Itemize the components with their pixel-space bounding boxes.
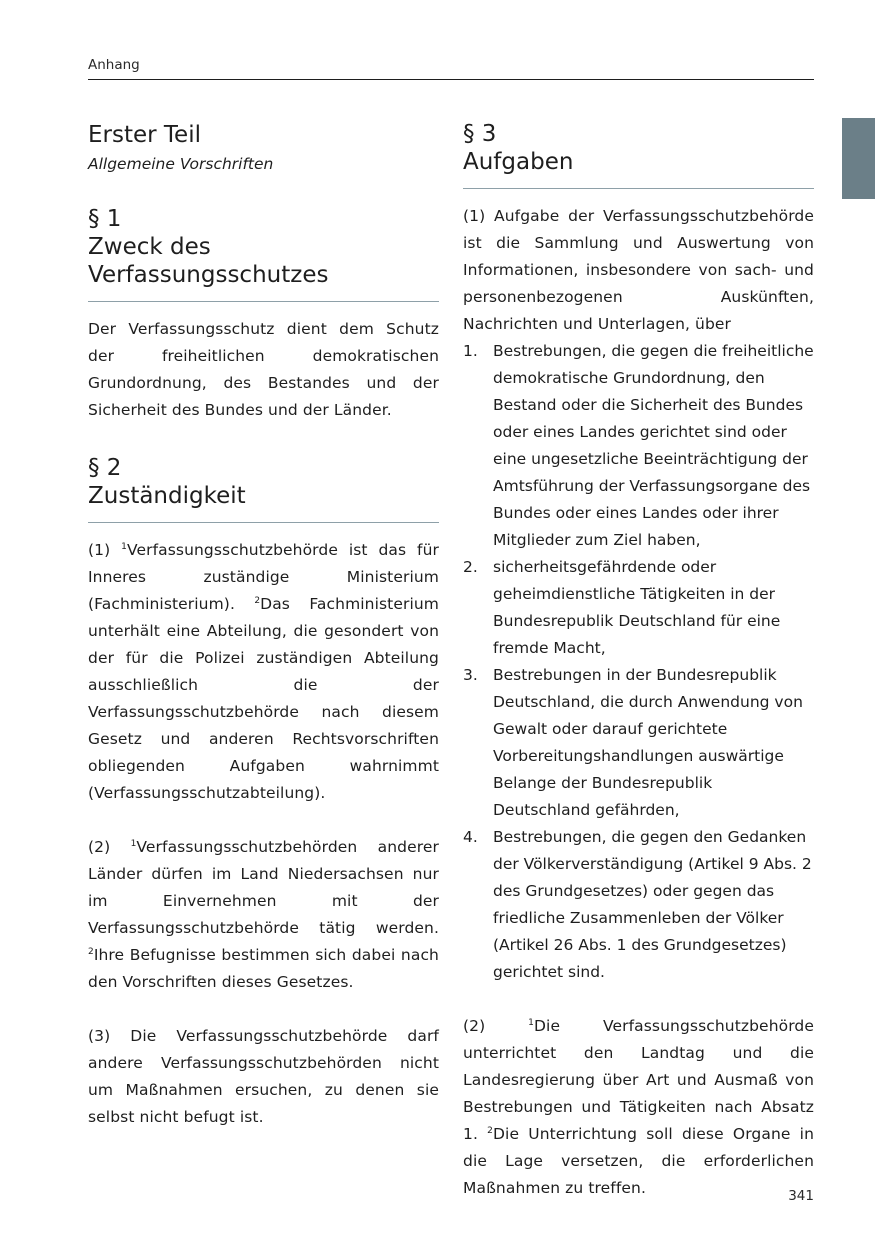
sentence-text: Verfassungsschutzbehörde ist das für Inneres zuständige Ministerium (Fachministerium).	[88, 541, 439, 613]
section-rule	[88, 301, 439, 302]
sentence-number: 1	[528, 1018, 534, 1028]
paragraph-1-intro: (1) Aufgabe der Verfassungsschutzbehörde ist die Sammlung und Auswertung von Informationen, insbesondere von sach- und personenbezogenen Auskünften, Nachrichten und Unterlagen, über	[463, 207, 814, 333]
list-item	[463, 824, 814, 986]
list-item-number: 1.	[463, 342, 478, 360]
para-label: (2)	[463, 1017, 529, 1035]
list-item	[463, 662, 814, 824]
para-label: (2)	[88, 838, 131, 856]
sentence-number: 1	[130, 839, 137, 849]
section-number: § 3	[463, 121, 497, 147]
sentence-text: Verfassungsschutzbehörden anderer Länder dürfen im Land Niedersachsen nur im Einvernehmen mit der Verfassungsschutzbehörde tätig werden.	[88, 838, 439, 937]
paragraph-3: (3) Die Verfassungsschutzbehörde darf andere Verfassungsschutzbehörden nicht um Maßnahmen ersuchen, zu denen sie selbst nicht befugt ist.	[88, 1027, 439, 1126]
paragraph-2	[88, 834, 439, 996]
list-item	[463, 338, 814, 554]
header-rule	[88, 79, 814, 80]
para-label: (1)	[88, 541, 122, 559]
list-item	[463, 554, 814, 662]
sentence-text: Das Fachministerium unterhält eine Abteilung, die gesondert von der für die Polizei zuständigen Abteilung ausschließlich die der Verfassungsschutzbehörde nach diesem Gesetz und anderen Rechtsvorschriften obliegenden Aufgaben wahrnimmt (Verfassungsschutzabteilung).	[88, 595, 439, 802]
thumb-index-tab	[842, 118, 875, 199]
section-1	[88, 205, 439, 424]
part-subtitle: Allgemeine Vorschriften	[88, 155, 274, 173]
paragraph-2	[463, 1013, 814, 1202]
list-item-number: 3.	[463, 666, 478, 684]
list-item-text: Bestrebungen, die gegen die freiheitliche demokratische Grundordnung, den Bestand oder die Sicherheit des Bundes oder eines Landes gerichtet sind oder eine ungesetzliche Beeinträchtigung der Amtsführung der Verfassungsorgane des Bundes oder eines Landes oder ihrer Mitglieder zum Ziel haben,	[493, 342, 814, 549]
list-item-number: 2.	[463, 558, 478, 576]
right-column	[463, 120, 814, 1202]
sentence-number: 2	[487, 1126, 493, 1136]
part-title: Erster Teil	[88, 122, 201, 148]
paragraph: Der Verfassungsschutz dient dem Schutz der freiheitlichen demokratischen Grundordnung, des Bestandes und der Sicherheit des Bundes und der Länder.	[88, 320, 439, 419]
sentence-number: 2	[254, 596, 261, 606]
section-number: § 2	[88, 455, 122, 481]
list-item-number: 4.	[463, 828, 478, 846]
paragraph-1	[88, 537, 439, 807]
section-3	[463, 120, 814, 1202]
list-item-text: sicherheitsgefährdende oder geheimdienstliche Tätigkeiten in der Bundesrepublik Deutschland für eine fremde Macht,	[493, 558, 781, 657]
page-number: 341	[788, 1188, 814, 1204]
section-title: Aufgaben	[463, 149, 574, 175]
list-item-text: Bestrebungen in der Bundesrepublik Deutschland, die durch Anwendung von Gewalt oder darauf gerichtete Vorbereitungshandlungen auswärtige Belange der Bundesrepublik Deutschland gefährden,	[493, 666, 803, 819]
left-column	[88, 120, 439, 1131]
sentence-text: Die Unterrichtung soll diese Organe in die Lage versetzen, die erforderlichen Maßnahmen zu treffen.	[463, 1125, 815, 1197]
list-item-text: Bestrebungen, die gegen den Gedanken der Völkerverständigung (Artikel 9 Abs. 2 des Grundgesetzes) oder gegen das friedliche Zusammenleben der Völker (Artikel 26 Abs. 1 des Grundgesetzes) gerichtet sind.	[493, 828, 812, 981]
enumeration-list	[463, 338, 814, 986]
section-2	[88, 454, 439, 1131]
section-title: Zuständigkeit	[88, 483, 246, 509]
sentence-number: 2	[88, 947, 94, 957]
section-title: Zweck des Verfassungsschutzes	[88, 234, 329, 288]
running-head: Anhang	[88, 57, 140, 73]
section-number: § 1	[88, 206, 122, 232]
section-rule	[88, 522, 439, 523]
sentence-text: Ihre Befugnisse bestimmen sich dabei nach den Vorschriften dieses Gesetzes.	[88, 946, 439, 991]
section-rule	[463, 188, 814, 189]
sentence-number: 1	[121, 542, 127, 552]
sentence-text: Die Verfassungsschutzbehörde unterrichtet den Landtag und die Landesregierung über Art und Ausmaß von Bestrebungen und Tätigkeiten nach Absatz 1.	[463, 1017, 814, 1143]
